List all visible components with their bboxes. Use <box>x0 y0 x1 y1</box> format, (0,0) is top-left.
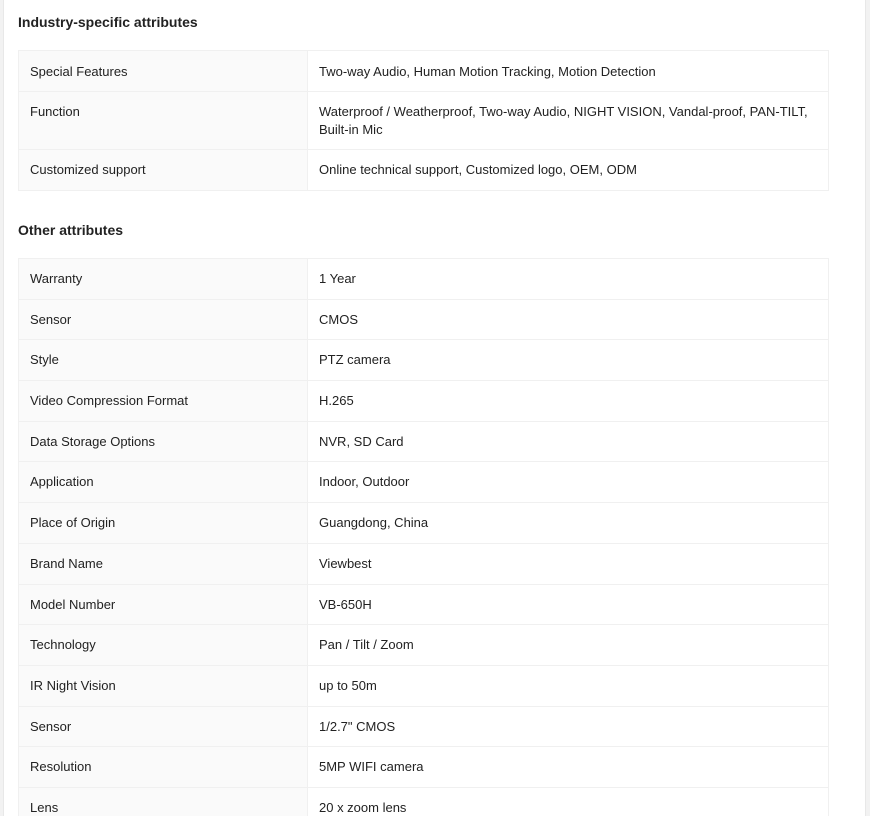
attribute-value: VB-650H <box>308 584 829 625</box>
table-row <box>19 665 829 706</box>
attribute-value: Waterproof / Weatherproof, Two-way Audio, NIGHT VISION, Vandal-proof, PAN-TILT, Built-in Mic <box>308 92 829 150</box>
attribute-key: Model Number <box>19 584 308 625</box>
industry-attributes-table <box>18 50 829 191</box>
table-row <box>19 787 829 816</box>
attribute-key: Function <box>19 92 308 150</box>
attribute-value: up to 50m <box>308 665 829 706</box>
table-row <box>19 51 829 92</box>
table-row <box>19 625 829 666</box>
table-row <box>19 706 829 747</box>
table-row <box>19 503 829 544</box>
table-row <box>19 747 829 788</box>
attribute-value: PTZ camera <box>308 340 829 381</box>
attribute-value: Pan / Tilt / Zoom <box>308 625 829 666</box>
attribute-value: 20 x zoom lens <box>308 787 829 816</box>
attribute-key: Sensor <box>19 299 308 340</box>
attribute-key: Video Compression Format <box>19 381 308 422</box>
industry-attributes-title: Industry-specific attributes <box>18 14 198 30</box>
attribute-value: NVR, SD Card <box>308 421 829 462</box>
table-row <box>19 259 829 300</box>
table-row <box>19 462 829 503</box>
attributes-panel <box>3 0 866 816</box>
attribute-key: Warranty <box>19 259 308 300</box>
attribute-value: Indoor, Outdoor <box>308 462 829 503</box>
other-attributes-table <box>18 258 829 816</box>
table-row <box>19 299 829 340</box>
attribute-value: Online technical support, Customized logo, OEM, ODM <box>308 150 829 191</box>
attribute-value: H.265 <box>308 381 829 422</box>
table-row <box>19 92 829 150</box>
table-row <box>19 543 829 584</box>
table-row <box>19 150 829 191</box>
attribute-key: Style <box>19 340 308 381</box>
table-row <box>19 584 829 625</box>
attribute-value: CMOS <box>308 299 829 340</box>
attribute-value: 1 Year <box>308 259 829 300</box>
attribute-value: 1/2.7" CMOS <box>308 706 829 747</box>
attribute-key: Application <box>19 462 308 503</box>
attribute-key: Sensor <box>19 706 308 747</box>
attribute-key: IR Night Vision <box>19 665 308 706</box>
attribute-value: Guangdong, China <box>308 503 829 544</box>
table-row <box>19 340 829 381</box>
attribute-key: Place of Origin <box>19 503 308 544</box>
other-attributes-title: Other attributes <box>18 222 124 238</box>
attribute-key: Lens <box>19 787 308 816</box>
attribute-key: Technology <box>19 625 308 666</box>
attribute-key: Special Features <box>19 51 308 92</box>
attribute-value: Viewbest <box>308 543 829 584</box>
attribute-value: Two-way Audio, Human Motion Tracking, Motion Detection <box>308 51 829 92</box>
attribute-key: Resolution <box>19 747 308 788</box>
attribute-value: 5MP WIFI camera <box>308 747 829 788</box>
attribute-key: Brand Name <box>19 543 308 584</box>
table-row <box>19 381 829 422</box>
table-row <box>19 421 829 462</box>
attribute-key: Customized support <box>19 150 308 191</box>
attribute-key: Data Storage Options <box>19 421 308 462</box>
